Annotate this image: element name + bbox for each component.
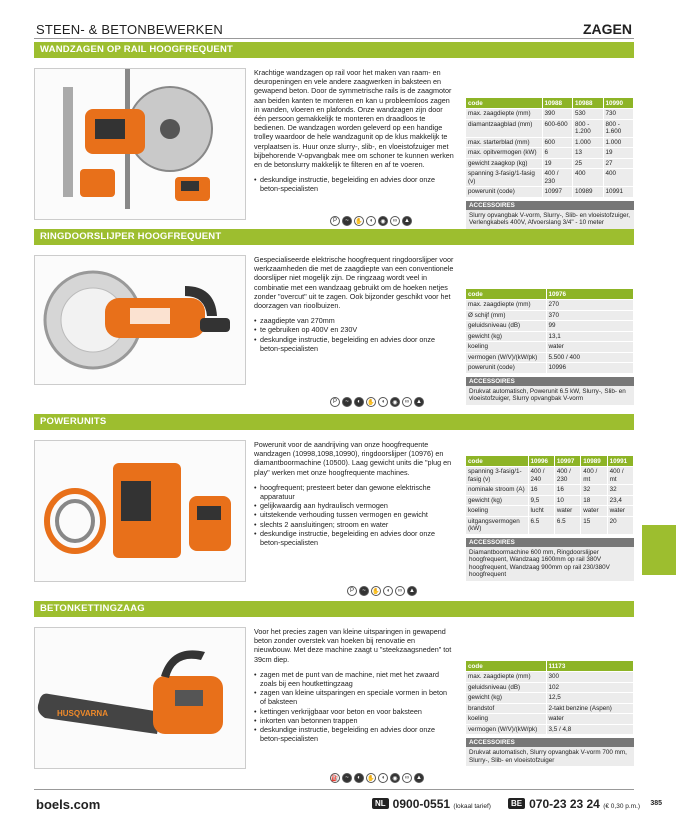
bullet-item: • deskundige instructie, begeleiding en advies door onze beton-specialisten	[254, 175, 454, 193]
table-row	[466, 672, 634, 683]
product-photo-powerunit	[34, 440, 246, 582]
spec-value: 6.5	[554, 516, 580, 534]
table-row	[466, 682, 634, 693]
spec-value: 13	[573, 148, 604, 159]
bullet-item: • zagen met de punt van de machine, niet met het zwaard zoals bij een houtkettingzaag	[254, 670, 454, 688]
phone-nl	[372, 797, 491, 811]
header-rule	[34, 38, 634, 39]
bullet-item: • gelijkwaardig aan hydraulisch vermogen	[254, 501, 454, 510]
svg-text:HUSQVARNA: HUSQVARNA	[57, 709, 108, 718]
phone-be	[508, 797, 640, 811]
spec-table	[466, 661, 634, 766]
spec-value: 1.000	[603, 137, 634, 148]
safety-icons	[330, 397, 424, 407]
spec-label: gewicht zaagkop (kg)	[466, 158, 542, 169]
spec-value: 102	[546, 682, 634, 693]
safety-icons	[347, 586, 417, 596]
spec-value: 32	[581, 485, 607, 496]
spec-label: vermogen (W/V)/(kW/pk)	[466, 724, 546, 734]
table-row	[466, 693, 634, 704]
spec-label: vermogen (W/V)/(kW/pk)	[466, 352, 546, 363]
spec-value: water	[546, 714, 634, 725]
accessories-list: Slurry opvangbak V-vorm, Slurry-, Slib- en vloeistofzuiger, Verlengkabels 400V, Afvoerslang 3/4" - 10 meter	[466, 210, 634, 229]
goggles-icon: ∞	[402, 773, 412, 783]
product-description	[254, 627, 454, 743]
mask-icon: ◉	[378, 216, 388, 226]
table-row	[466, 158, 634, 169]
glove-icon: ✋	[366, 773, 376, 783]
fuel-icon: ⛽	[330, 773, 340, 783]
spec-label: geluidsniveau (dB)	[466, 321, 546, 332]
water-icon: ~	[359, 586, 369, 596]
spec-label: uitgangsvermogen (kW)	[466, 516, 528, 534]
section-betonkettingzaag	[34, 601, 634, 782]
spec-header: code	[466, 98, 542, 109]
plug-icon: P	[330, 216, 340, 226]
spec-header: 10976	[546, 289, 634, 300]
product-description	[254, 440, 454, 547]
spec-label: gewicht (kg)	[466, 331, 546, 342]
table-row	[466, 187, 634, 197]
spec-value: water	[546, 342, 634, 353]
accessories-list: Diamantboormachine 600 mm, Ringdoorslijper hoogfrequent, Wandzaag 1600mm op rail 380V hoogfrequent, Wandzaag 900mm op rail 230/380V hoogfrequent	[466, 547, 634, 581]
table-row	[466, 310, 634, 321]
ear-protection-icon: ◖	[366, 216, 376, 226]
bullet-item: • slechts 2 aansluitingen; stroom en water	[254, 520, 454, 529]
table-row	[466, 119, 634, 137]
safety-icons	[330, 216, 412, 226]
description-text: Krachtige wandzagen op rail voor het maken van raam- en deuropeningen en vele andere zaagwerken in baksteen en gewapend beton. Door de symmetrische rails is de zaagmotor aan beiden kanten te monteren en kan u probleemloos zagen in wanden, vloeren en plafonds. Onze wandzagen zijn door één persoon gemakkelijk te monteren en draadloos te bedienen. De wandzagen worden geleverd op een handige trolley waardoor de hele wandzagunit op de klus makkelijk te verplaatsen is. Huur onze slurry-, slib-, en vloeistofzuiger met bijbehorende V-opvangbak mee om schoner te kunnen werken en de betonslurry makkelijk te filteren en af te voeren.	[254, 68, 454, 170]
site-logo[interactable]: boels.com	[36, 797, 101, 812]
water-icon: ~	[342, 397, 352, 407]
spec-value: 32	[607, 485, 633, 496]
helmet-icon: ▲	[414, 397, 424, 407]
mask-icon: ◉	[390, 773, 400, 783]
spec-label: max. zaagdiepte (mm)	[466, 672, 546, 683]
spec-value: 10997	[542, 187, 573, 197]
section-title: POWERUNITS	[34, 414, 634, 430]
table-row	[466, 467, 634, 485]
spec-header: code	[466, 456, 528, 467]
spec-value: 370	[546, 310, 634, 321]
table-row	[466, 148, 634, 159]
plug-icon: P	[347, 586, 357, 596]
spec-value: 25	[573, 158, 604, 169]
accessories-heading: ACCESSOIRES	[466, 538, 634, 547]
description-text: Gespecialiseerde elektrische hoogfrequent ringdoorslijper voor werkzaamheden die met de zaagdiepte van een conventionele doorslijper niet mogelijk zijn. De ringzaag wordt veel in combinatie met een wandzaag gebruikt om de hoeken netjes zonder "overcut" uit te zagen. Ook bijzonder geschikt voor het doorzagen van rioolbuizen.	[254, 255, 454, 311]
section-wandzagen	[34, 42, 634, 227]
spec-header: 10996	[528, 456, 554, 467]
spec-value: 19	[603, 148, 634, 159]
spec-value: 20	[607, 516, 633, 534]
table-row	[466, 137, 634, 148]
spec-value: 1.000	[573, 137, 604, 148]
bullet-list	[254, 670, 454, 744]
spec-label: koeling	[466, 506, 528, 517]
spec-value: 270	[546, 300, 634, 311]
spec-value: water	[607, 506, 633, 517]
helmet-icon: ▲	[407, 586, 417, 596]
product-photo-wandzaag	[34, 68, 246, 220]
bullet-item: • inkorten van betonnen trappen	[254, 716, 454, 725]
spec-value: 730	[603, 109, 634, 120]
spec-header: code	[466, 661, 546, 672]
accessories-heading: ACCESSOIRES	[466, 377, 634, 386]
spec-value: 400 / mt	[581, 467, 607, 485]
spec-table	[466, 98, 634, 229]
spec-value: 16	[554, 485, 580, 496]
bullet-item: • zagen van kleine uitsparingen en speciale vormen in beton of baksteen	[254, 688, 454, 706]
bullet-item: • kettingen verkrijgbaar voor beton en voor baksteen	[254, 707, 454, 716]
section-title: WANDZAGEN OP RAIL HOOGFREQUENT	[34, 42, 634, 58]
spec-value: 400 / mt	[607, 467, 633, 485]
phone-number-be: 070-23 23 24	[529, 797, 600, 811]
spec-value: 400 / 240	[528, 467, 554, 485]
spec-label: gewicht (kg)	[466, 693, 546, 704]
spec-value: 400	[603, 169, 634, 187]
spec-label: Ø schijf (mm)	[466, 310, 546, 321]
table-row	[466, 331, 634, 342]
footer-rule	[34, 789, 634, 790]
spec-value: 10989	[573, 187, 604, 197]
ear-protection-icon: ◖	[378, 773, 388, 783]
spec-value: 6.5	[528, 516, 554, 534]
spec-value: 600-600	[542, 119, 573, 137]
product-description	[254, 68, 454, 194]
spec-value: 3,5 / 4,8	[546, 724, 634, 734]
phone-note-nl: (lokaal tarief)	[453, 803, 491, 810]
spec-value: 800 - 1.200	[573, 119, 604, 137]
spec-value: 6	[542, 148, 573, 159]
goggles-icon: ∞	[402, 397, 412, 407]
table-row	[466, 342, 634, 353]
goggles-icon: ∞	[395, 586, 405, 596]
spec-value: lucht	[528, 506, 554, 517]
spec-value: 23,4	[607, 495, 633, 506]
water-icon: ~	[342, 216, 352, 226]
product-photo-ringdoorslijper	[34, 255, 246, 385]
spec-value: 27	[603, 158, 634, 169]
spec-label: max. opitvermogen (kW)	[466, 148, 542, 159]
spec-value: 10991	[603, 187, 634, 197]
spec-header: 10989	[581, 456, 607, 467]
spec-value: water	[581, 506, 607, 517]
spec-value: water	[554, 506, 580, 517]
helmet-icon: ▲	[414, 773, 424, 783]
ear-protection-icon: ◖	[378, 397, 388, 407]
spec-table	[466, 289, 634, 405]
spec-value: 300	[546, 672, 634, 683]
bullet-item: • hoogfrequent; presteert beter dan gewone elektrische apparatuur	[254, 483, 454, 501]
spec-label: spanning 3-fasig/1-fasig (v)	[466, 467, 528, 485]
bullet-item: • te gebruiken op 400V en 230V	[254, 325, 454, 334]
spec-value: 400	[573, 169, 604, 187]
spec-header: 10997	[554, 456, 580, 467]
spec-value: 12,5	[546, 693, 634, 704]
spec-label: diamantzaagblad (mm)	[466, 119, 542, 137]
spec-label: brandstof	[466, 703, 546, 714]
category-header: ZAGEN	[583, 21, 632, 37]
description-text: Powerunit voor de aandrijving van onze hoogfrequente wandzagen (10998,1098,10990), ringdoorslijper (10976) en diamantboormachine (10500). Laag gewicht units die "plug en play" werken met onze hoogfrequente machines.	[254, 440, 452, 477]
description-text: Voor het precies zagen van kleine uitsparingen in gewapend beton zonder overstek van hoeken bij renovatie en nieuwbouw. Met deze machine zaagt u "steekzaagsneden" tot 39cm diep.	[254, 627, 452, 664]
table-row	[466, 485, 634, 496]
spec-header: 10988	[542, 98, 573, 109]
spec-value: 99	[546, 321, 634, 332]
spec-header: 11173	[546, 661, 634, 672]
spec-header: 10991	[607, 456, 633, 467]
spec-label: powerunit (code)	[466, 363, 546, 373]
safety-icons	[330, 773, 424, 783]
spec-value: 10	[554, 495, 580, 506]
spec-table	[466, 456, 634, 581]
phone-note-be: (€ 0,30 p.m.)	[603, 803, 641, 810]
table-row	[466, 506, 634, 517]
spec-label: max. zaagdiepte (mm)	[466, 109, 542, 120]
section-title: BETONKETTINGZAAG	[34, 601, 634, 617]
spec-label: nominale stroom (A)	[466, 485, 528, 496]
section-header: STEEN- & BETONBEWERKEN	[36, 22, 223, 37]
spec-label: max. starterblad (mm)	[466, 137, 542, 148]
helmet-icon: ▲	[402, 216, 412, 226]
spec-value: 10996	[546, 363, 634, 373]
table-row	[466, 109, 634, 120]
section-powerunits	[34, 414, 634, 595]
bullet-list	[254, 483, 454, 547]
bullet-item: • deskundige instructie, begeleiding en advies door onze beton-specialisten	[254, 335, 454, 353]
table-row	[466, 703, 634, 714]
spec-label: koeling	[466, 342, 546, 353]
bullet-list	[254, 175, 454, 193]
spec-label: powerunit (code)	[466, 187, 542, 197]
product-description	[254, 255, 454, 353]
table-row	[466, 363, 634, 373]
accessories-list: Drukvat automatisch, Powerunit 6.5 kW, Slurry-, Slib- en vloeistofzuiger, Slurry opvangbak V-vorm	[466, 386, 634, 405]
spec-value: 400 / 230	[554, 467, 580, 485]
spec-value: 19	[542, 158, 573, 169]
table-row	[466, 714, 634, 725]
spec-value: 2-takt benzine (Aspen)	[546, 703, 634, 714]
bullet-item: • zaagdiepte van 270mm	[254, 316, 454, 325]
side-tab	[642, 525, 676, 575]
spec-label: gewicht (kg)	[466, 495, 528, 506]
accessories-heading: ACCESSOIRES	[466, 201, 634, 210]
table-row	[466, 321, 634, 332]
phone-number-nl: 0900-0551	[392, 797, 451, 811]
ear-protection-icon: ◖	[383, 586, 393, 596]
spec-header: code	[466, 289, 546, 300]
country-badge-be: BE	[508, 798, 525, 809]
spec-value: 800 - 1.600	[603, 119, 634, 137]
saw-icon: ◐	[354, 397, 364, 407]
glove-icon: ✋	[371, 586, 381, 596]
glove-icon: ✋	[354, 216, 364, 226]
bullet-item: • deskundige instructie, begeleiding en advies door onze beton-specialisten	[254, 529, 454, 547]
spec-label: koeling	[466, 714, 546, 725]
table-row	[466, 724, 634, 734]
table-row	[466, 169, 634, 187]
spec-value: 18	[581, 495, 607, 506]
spec-label: max. zaagdiepte (mm)	[466, 300, 546, 311]
spec-value: 600	[542, 137, 573, 148]
glove-icon: ✋	[366, 397, 376, 407]
spec-value: 13,1	[546, 331, 634, 342]
spec-value: 9,5	[528, 495, 554, 506]
spec-header: 10988	[573, 98, 604, 109]
spec-value: 530	[573, 109, 604, 120]
country-badge-nl: NL	[372, 798, 389, 809]
spec-value: 400 / 230	[542, 169, 573, 187]
spec-label: geluidsniveau (dB)	[466, 682, 546, 693]
spec-value: 15	[581, 516, 607, 534]
spec-label: spanning 3-fasig/1-fasig (v)	[466, 169, 542, 187]
table-row	[466, 300, 634, 311]
section-ringdoorslijper	[34, 229, 634, 406]
accessories-list: Drukvat automatisch, Slurry opvangbak V-vorm 700 mm, Slurry-, Slib- en vloeistofzuiger	[466, 747, 634, 766]
page-number: 385	[650, 800, 662, 807]
bullet-list	[254, 316, 454, 353]
mask-icon: ◉	[390, 397, 400, 407]
saw-icon: ◐	[354, 773, 364, 783]
table-row	[466, 495, 634, 506]
water-icon: ~	[342, 773, 352, 783]
spec-value: 16	[528, 485, 554, 496]
table-row	[466, 352, 634, 363]
bullet-item: • deskundige instructie, begeleiding en advies door onze beton-specialisten	[254, 725, 454, 743]
goggles-icon: ∞	[390, 216, 400, 226]
table-row	[466, 516, 634, 534]
section-title: RINGDOORSLIJPER HOOGFREQUENT	[34, 229, 634, 245]
spec-header: 10990	[603, 98, 634, 109]
accessories-heading: ACCESSOIRES	[466, 738, 634, 747]
spec-value: 390	[542, 109, 573, 120]
spec-value: 5.500 / 400	[546, 352, 634, 363]
bullet-item: • uitstekende verhouding tussen vermogen en gewicht	[254, 510, 454, 519]
product-photo-kettingzaag	[34, 627, 246, 769]
plug-icon: P	[330, 397, 340, 407]
